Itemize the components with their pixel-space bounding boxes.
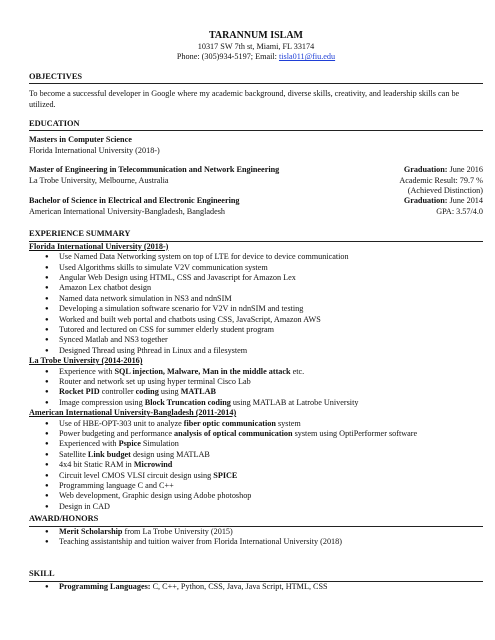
education-title: EDUCATION [29,119,483,131]
skill-list [29,582,483,592]
bullet-item: ● Tutored and lectured on CSS for summer elderly student program [43,325,483,335]
bullet-item: ● Rocket PID controller coding using MATLAB [43,387,483,397]
bullet-item: ● Programming Languages: C, C++, Python, CSS, Java, Java Script, HTML, CSS [43,582,483,592]
bullet-item: ● Teaching assistantship and tuition waiver from Florida International University (2018) [43,537,483,547]
bullet-item: ● Image compression using Block Truncation coding using MATLAB at Latrobe University [43,398,483,408]
experience-title: EXPERIENCE SUMMARY [29,229,483,241]
bullet-item: ● Developing a simulation software scenario for V2V in ndnSIM and testing [43,304,483,314]
awards-title: AWARD/HONORS [29,514,483,526]
bullet-item: ● Experienced with Pspice Simulation [43,439,483,449]
education-entry [29,165,483,196]
bullet-list [29,419,483,513]
bullet-item: ● Angular Web Design using HTML, CSS and Javascript for Amazon Lex [43,273,483,283]
phone-text: Phone: (305)934-5197; Email: [176,52,279,62]
bullet-item: ● Amazon Lex chatbot design [43,283,483,293]
school-name: La Trobe University, Melbourne, Australia [29,175,169,185]
graduation-date: Graduation: June 2014 [403,196,483,206]
graduation-date: Graduation: June 2016 [403,165,483,175]
academic-result: Academic Result: 79.7 % [399,175,483,185]
school-name: American International University-Bangladesh, Bangladesh [29,206,225,216]
bullet-item: ● Used Algorithms skills to simulate V2V communication system [43,263,483,273]
bullet-list [29,252,483,356]
bullet-item: ● Merit Scholarship from La Trobe University (2015) [43,527,483,537]
bullet-item: ● Circuit level CMOS VLSI circuit design using SPICE [43,471,483,481]
bullet-list [29,582,483,592]
bullet-item: ● Web development, Graphic design using Adobe photoshop [43,491,483,501]
contact-line [29,52,483,62]
candidate-address: 10317 SW 7th st, Miami, FL 33174 [197,42,315,51]
experience-list [29,242,483,513]
awards-list [29,527,483,548]
bullet-item: ● Use Named Data Networking system on top of LTE for device to device communication [43,252,483,262]
bullet-item: ● Experience with SQL injection, Malware, Man in the middle attack etc. [43,367,483,377]
objectives-text: To become a successful developer in Google where my academic background, diverse skills, creativity, and leadership skills can be utilized. [29,89,460,109]
degree-title: Master of Engineering in Telecommunication and Network Engineering [29,165,280,175]
bullet-item: ● Worked and built web portal and chatbots using CSS, JavaScript, Amazon AWS [43,315,483,325]
bullet-item: ● Use of HBE-OPT-303 unit to analyze fiber optic communication system [43,419,483,429]
bullet-item: ● Synced Matlab and NS3 together [43,335,483,345]
bullet-item: ● Programming language C and C++ [43,481,483,491]
bullet-item: ● 4x4 bit Static RAM in Microwind [43,460,483,470]
bullet-item: ● Router and network set up using hyper terminal Cisco Lab [43,377,483,387]
resume-header [29,30,483,63]
candidate-name: TARANNUM ISLAM [209,30,303,41]
employer-heading: Florida International University (2018-) [29,241,169,251]
objectives-title: OBJECTIVES [29,72,483,84]
degree-title: Masters in Computer Science [29,135,132,145]
bullet-item: ● Satellite Link budget design using MATLAB [43,450,483,460]
bullet-item: ● Design in CAD [43,502,483,512]
email-link[interactable]: tisla011@fiu.edu [278,52,336,62]
employer-heading: American International University-Bangladesh (2011-2014) [29,408,237,418]
employer-heading: La Trobe University (2014-2016) [29,356,143,366]
skill-title: SKILL [29,569,483,581]
education-entry [29,196,483,217]
gpa: GPA: 3.57/4.0 [436,206,483,216]
school-name: Florida International University (2018-) [29,145,160,155]
education-entry [29,135,483,156]
bullet-item: ● Designed Thread using Pthread in Linux and a filesystem [43,346,483,356]
bullet-list [29,527,483,548]
bullet-item: ● Power budgeting and performance analysis of optical communication system using OptiPerformer software [43,429,483,439]
bullet-list [29,367,483,409]
bullet-item: ● Named data network simulation in NS3 and ndnSIM [43,294,483,304]
degree-title: Bachelor of Science in Electrical and Electronic Engineering [29,196,240,206]
distinction-note: (Achieved Distinction) [407,186,483,196]
